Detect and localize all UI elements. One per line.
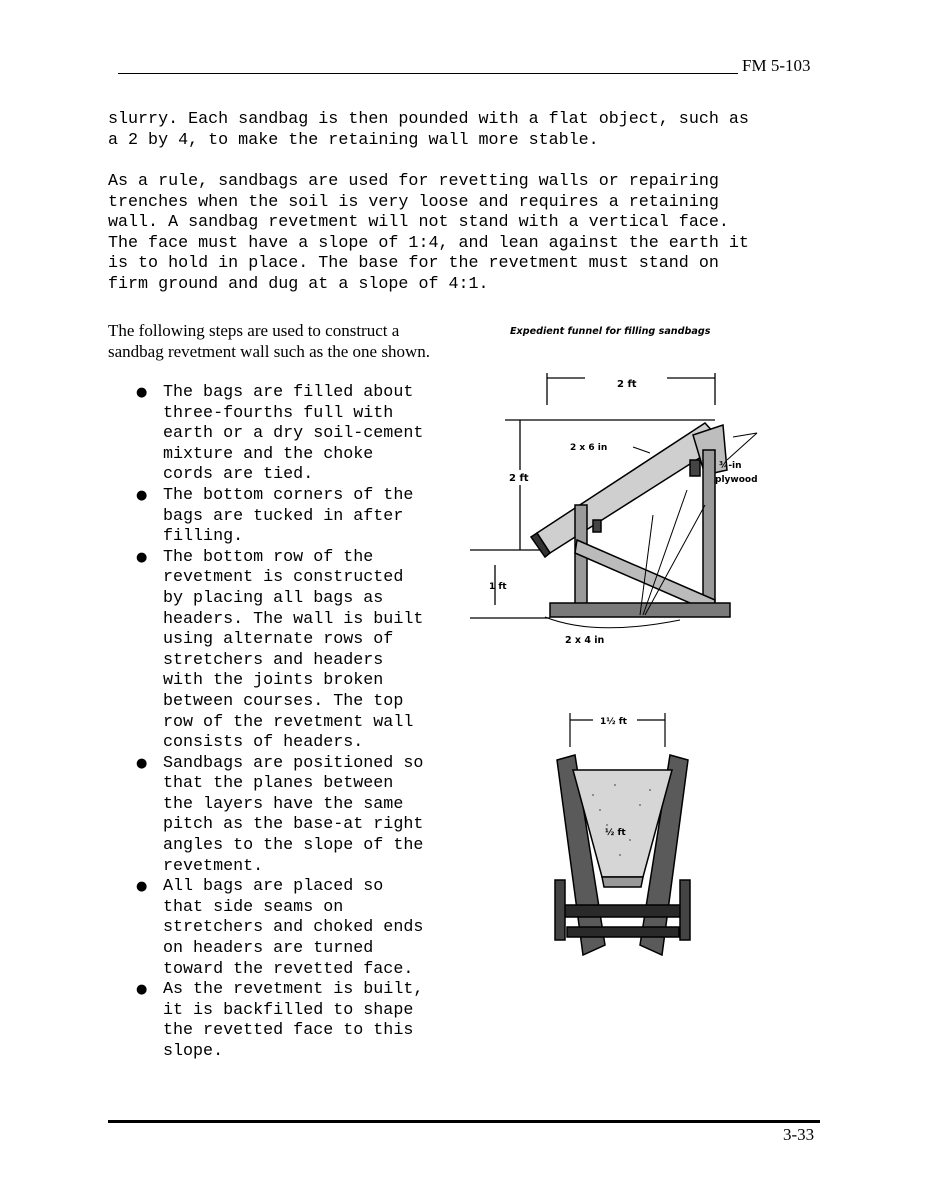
bullet-icon: ● xyxy=(136,879,148,895)
figure-caption: Expedient funnel for filling sandbags xyxy=(510,326,711,337)
label-top-width: 2 ft xyxy=(617,379,637,390)
list-item: ● As the revetment is built, it is backfilled to shape the revetted face to this slope. xyxy=(136,980,424,1061)
bullet-icon: ● xyxy=(136,982,148,998)
bullet-icon: ● xyxy=(136,385,148,400)
bullet-icon: ● xyxy=(136,549,148,565)
list-item: ● The bottom corners of the bags are tucked in after filling. xyxy=(136,485,414,547)
label-funnel-width: 1½ ft xyxy=(600,717,627,727)
label-plywood: plywood xyxy=(715,475,758,485)
label-height: 2 ft xyxy=(509,473,529,484)
label-plywood-thickness: ¾-in xyxy=(719,461,742,471)
list-item: ● The bottom row of the revetment is constructed by placing all bags as headers. The wall is built using alternate rows of stretchers and headers with the joints broken between courses. The top row of the revetment wall consists of headers. xyxy=(136,547,424,753)
funnel-front-view-drawing xyxy=(545,705,700,965)
bullet-icon: ● xyxy=(136,755,148,771)
page-number: 3-33 xyxy=(783,1125,815,1144)
label-base: 2 x 4 in xyxy=(565,635,605,646)
manual-id: FM 5-103 xyxy=(742,56,811,75)
header-rule xyxy=(118,73,738,74)
label-board: 2 x 6 in xyxy=(570,443,608,453)
list-item: ● Sandbags are positioned so that the planes between the layers have the same pitch as the base-at right angles to the slope of the revetment. xyxy=(136,753,424,876)
paragraph-intro: The following steps are used to construct a sandbag revetment wall such as the one shown. xyxy=(108,321,430,361)
list-item: ● The bags are filled about three-fourths full with earth or a dry soil-cement mixture and the choke cords are tied. xyxy=(136,383,424,485)
footer-rule xyxy=(108,1120,820,1123)
list-item: ● All bags are placed so that side seams on stretchers and choked ends on headers are turned toward the revetted face. xyxy=(136,877,424,979)
paragraph-slurry: slurry. Each sandbag is then pounded with a flat object, such as a 2 by 4, to make the retaining wall more stable. xyxy=(108,110,749,150)
label-leg-height: 1 ft xyxy=(489,582,507,592)
bullet-icon: ● xyxy=(136,487,148,503)
steps-list xyxy=(108,383,468,1063)
funnel-side-view-drawing xyxy=(465,365,785,655)
label-funnel-depth: ½ ft xyxy=(605,828,626,838)
paragraph-rule: As a rule, sandbags are used for revetting walls or repairing trenches when the soil is very loose and requires a retaining wall. A sandbag revetment will not stand with a vertical face. The face must have a slope of 1:4, and lean against the earth it is to hold in place. The base for the revetment must stand on firm ground and dug at a slope of 4:1. xyxy=(108,172,749,294)
